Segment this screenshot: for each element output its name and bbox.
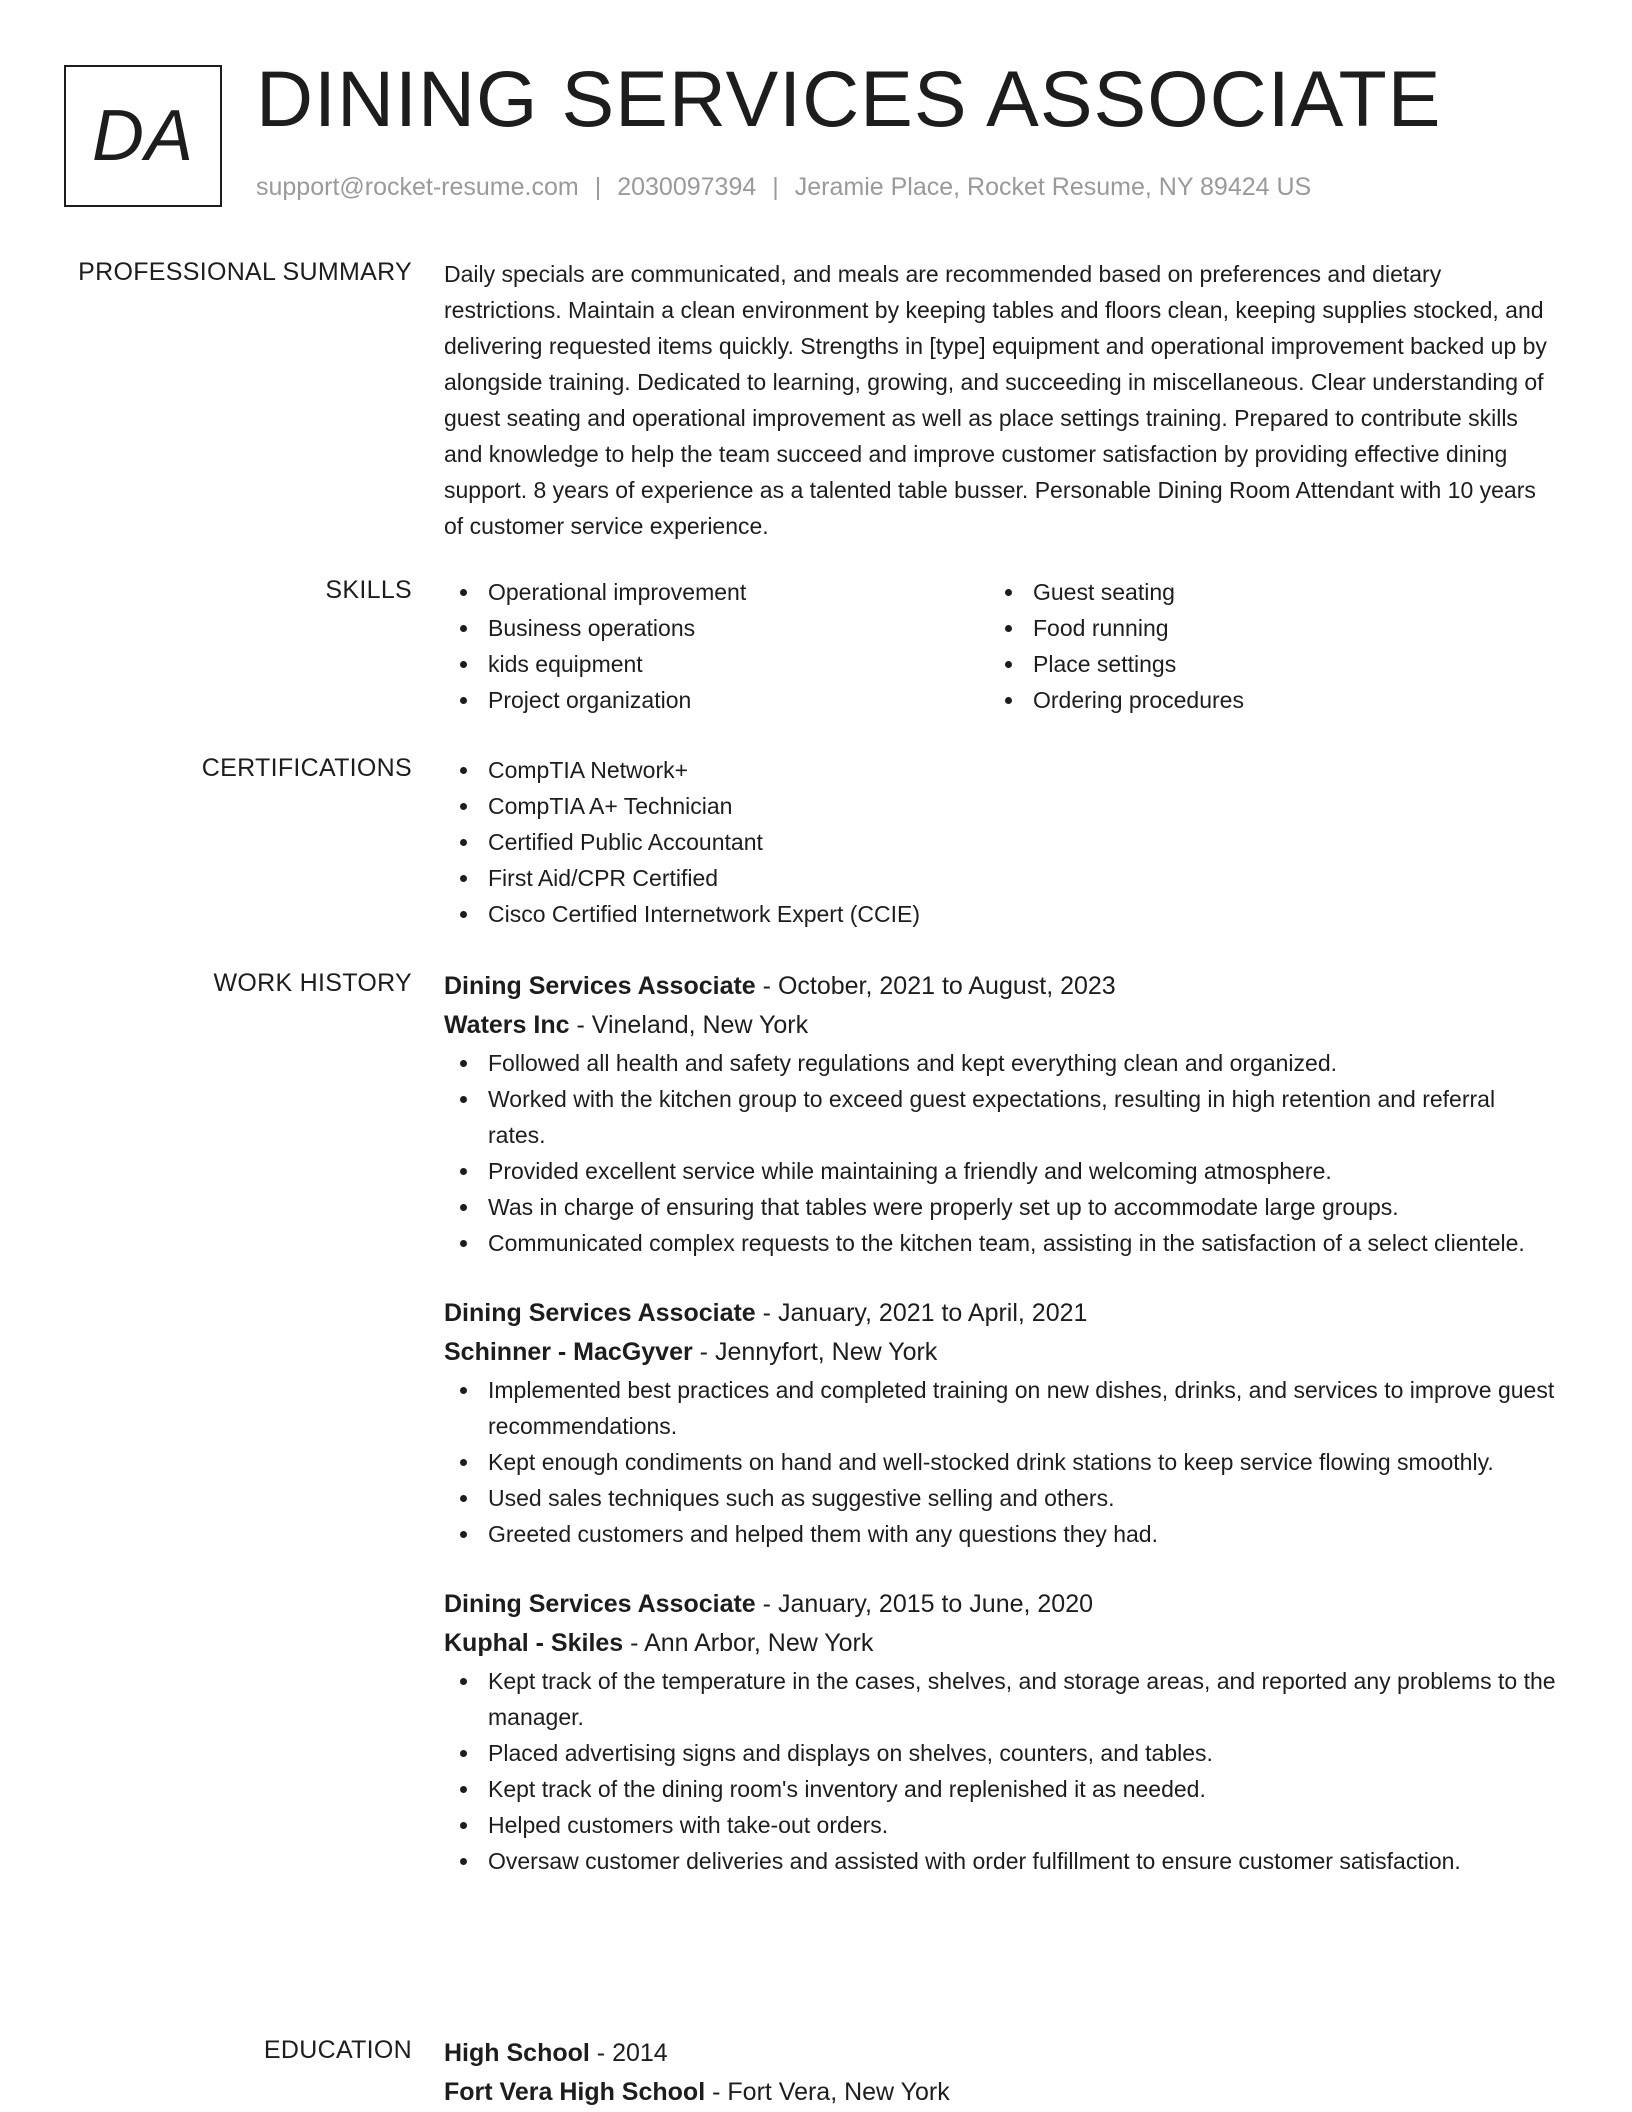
certifications-list [444, 752, 1556, 932]
skill-item: Food running [989, 610, 1534, 646]
job-title: Dining Services Associate [444, 972, 756, 1000]
job-location: Ann Arbor, New York [644, 1629, 874, 1657]
job-company-line [444, 1333, 1556, 1372]
skills-list-right [989, 574, 1534, 718]
section-label-certifications: CERTIFICATIONS [201, 754, 412, 782]
job-bullets [444, 1372, 1556, 1552]
job-entry [444, 1585, 1556, 1879]
contact-address: Jeramie Place, Rocket Resume, NY 89424 US [794, 173, 1312, 201]
skill-item: Guest seating [989, 574, 1534, 610]
education-degree: High School [444, 2039, 590, 2067]
job-company: Kuphal - Skiles [444, 1629, 624, 1657]
job-title: Dining Services Associate [444, 1590, 756, 1618]
education-body [444, 2034, 1556, 2112]
contact-separator: | [594, 173, 602, 201]
job-bullet: Placed advertising signs and displays on shelves, counters, and tables. [444, 1735, 1556, 1771]
job-bullet: Used sales techniques such as suggestive selling and others. [444, 1480, 1556, 1516]
job-bullet: Communicated complex requests to the kitchen team, assisting in the satisfaction of a select clientele. [444, 1225, 1556, 1261]
skills-list-left [444, 574, 989, 718]
resume-title: DINING SERVICES ASSOCIATE [256, 54, 1442, 143]
job-location: Jennyfort, New York [714, 1338, 938, 1366]
job-company-line [444, 1624, 1556, 1663]
monogram-badge [64, 65, 222, 207]
job-title-line [444, 1585, 1556, 1624]
contact-phone: 2030097394 [617, 173, 757, 201]
job-bullet: Helped customers with take-out orders. [444, 1807, 1556, 1843]
job-dates: January, 2015 to June, 2020 [777, 1590, 1094, 1618]
dash: - [699, 1338, 708, 1366]
section-label-work: WORK HISTORY [213, 969, 412, 997]
certification-item: CompTIA A+ Technician [444, 788, 1556, 824]
job-dates: October, 2021 to August, 2023 [777, 972, 1116, 1000]
dash: - [762, 1590, 771, 1618]
job-bullet: Implemented best practices and completed training on new dishes, drinks, and services to improve guest recommendations. [444, 1372, 1556, 1444]
job-entry [444, 1294, 1556, 1552]
job-bullet: Kept track of the dining room's inventory and replenished it as needed. [444, 1771, 1556, 1807]
monogram-initials: DA [91, 96, 195, 176]
job-company: Schinner - MacGyver [444, 1338, 693, 1366]
job-bullet: Greeted customers and helped them with any questions they had. [444, 1516, 1556, 1552]
job-location: Vineland, New York [591, 1011, 809, 1039]
skill-item: Ordering procedures [989, 682, 1534, 718]
dash: - [762, 972, 771, 1000]
job-company: Waters Inc [444, 1011, 570, 1039]
job-bullet: Oversaw customer deliveries and assisted with order fulfillment to ensure customer satisfaction. [444, 1843, 1556, 1879]
education-school-line [444, 2073, 1556, 2112]
skills-grid [444, 574, 1556, 718]
education-location: Fort Vera, New York [727, 2078, 950, 2106]
summary-text: Daily specials are communicated, and meals are recommended based on preferences and dietary restrictions. Maintain a clean environment by keeping tables and floors clean, keeping supplies stocked, and delivering requested items quickly. Strengths in [type] equipment and operational improvement backed up by alongside training. Dedicated to learning, growing, and succeeding in miscellaneous. Clear understanding of guest seating and operational improvement as well as place settings training. Prepared to contribute skills and knowledge to help the team succeed and improve customer satisfaction by providing effective dining support. 8 years of experience as a talented table busser. Personable Dining Room Attendant with 10 years of customer service experience. [444, 261, 1547, 539]
dash: - [762, 1299, 771, 1327]
job-title-line [444, 967, 1556, 1006]
contact-email: support@rocket-resume.com [256, 173, 579, 201]
job-bullets [444, 1663, 1556, 1879]
job-dates: January, 2021 to April, 2021 [777, 1299, 1088, 1327]
contact-line [256, 173, 1311, 202]
skill-item: Place settings [989, 646, 1534, 682]
section-label-summary: PROFESSIONAL SUMMARY [78, 258, 412, 286]
education-school: Fort Vera High School [444, 2078, 706, 2106]
skill-item: kids equipment [444, 646, 989, 682]
job-title-line [444, 1294, 1556, 1333]
job-bullet: Followed all health and safety regulations and kept everything clean and organized. [444, 1045, 1556, 1081]
summary-body [444, 256, 1556, 544]
job-bullet: Provided excellent service while maintaining a friendly and welcoming atmosphere. [444, 1153, 1556, 1189]
job-bullet: Worked with the kitchen group to exceed guest expectations, resulting in high retention and referral rates. [444, 1081, 1556, 1153]
job-bullet: Kept enough condiments on hand and well-stocked drink stations to keep service flowing smoothly. [444, 1444, 1556, 1480]
dash: - [630, 1629, 639, 1657]
job-company-line [444, 1006, 1556, 1045]
contact-separator: | [772, 173, 779, 201]
skill-item: Business operations [444, 610, 989, 646]
certification-item: CompTIA Network+ [444, 752, 1556, 788]
education-degree-line [444, 2034, 1556, 2073]
skill-item: Operational improvement [444, 574, 989, 610]
certification-item: First Aid/CPR Certified [444, 860, 1556, 896]
job-bullet: Kept track of the temperature in the cases, shelves, and storage areas, and reported any problems to the manager. [444, 1663, 1556, 1735]
dash: - [576, 1011, 585, 1039]
skill-item: Project organization [444, 682, 989, 718]
job-title: Dining Services Associate [444, 1299, 756, 1327]
section-label-skills: SKILLS [325, 576, 412, 604]
education-year: 2014 [612, 2039, 668, 2067]
job-bullets [444, 1045, 1556, 1261]
work-body [444, 967, 1556, 1879]
certifications-body [444, 752, 1556, 932]
certification-item: Certified Public Accountant [444, 824, 1556, 860]
certification-item: Cisco Certified Internetwork Expert (CCIE) [444, 896, 1556, 932]
dash: - [596, 2039, 606, 2067]
job-bullet: Was in charge of ensuring that tables were properly set up to accommodate large groups. [444, 1189, 1556, 1225]
section-label-education: EDUCATION [263, 2036, 412, 2064]
job-entry [444, 967, 1556, 1261]
dash: - [712, 2078, 721, 2106]
